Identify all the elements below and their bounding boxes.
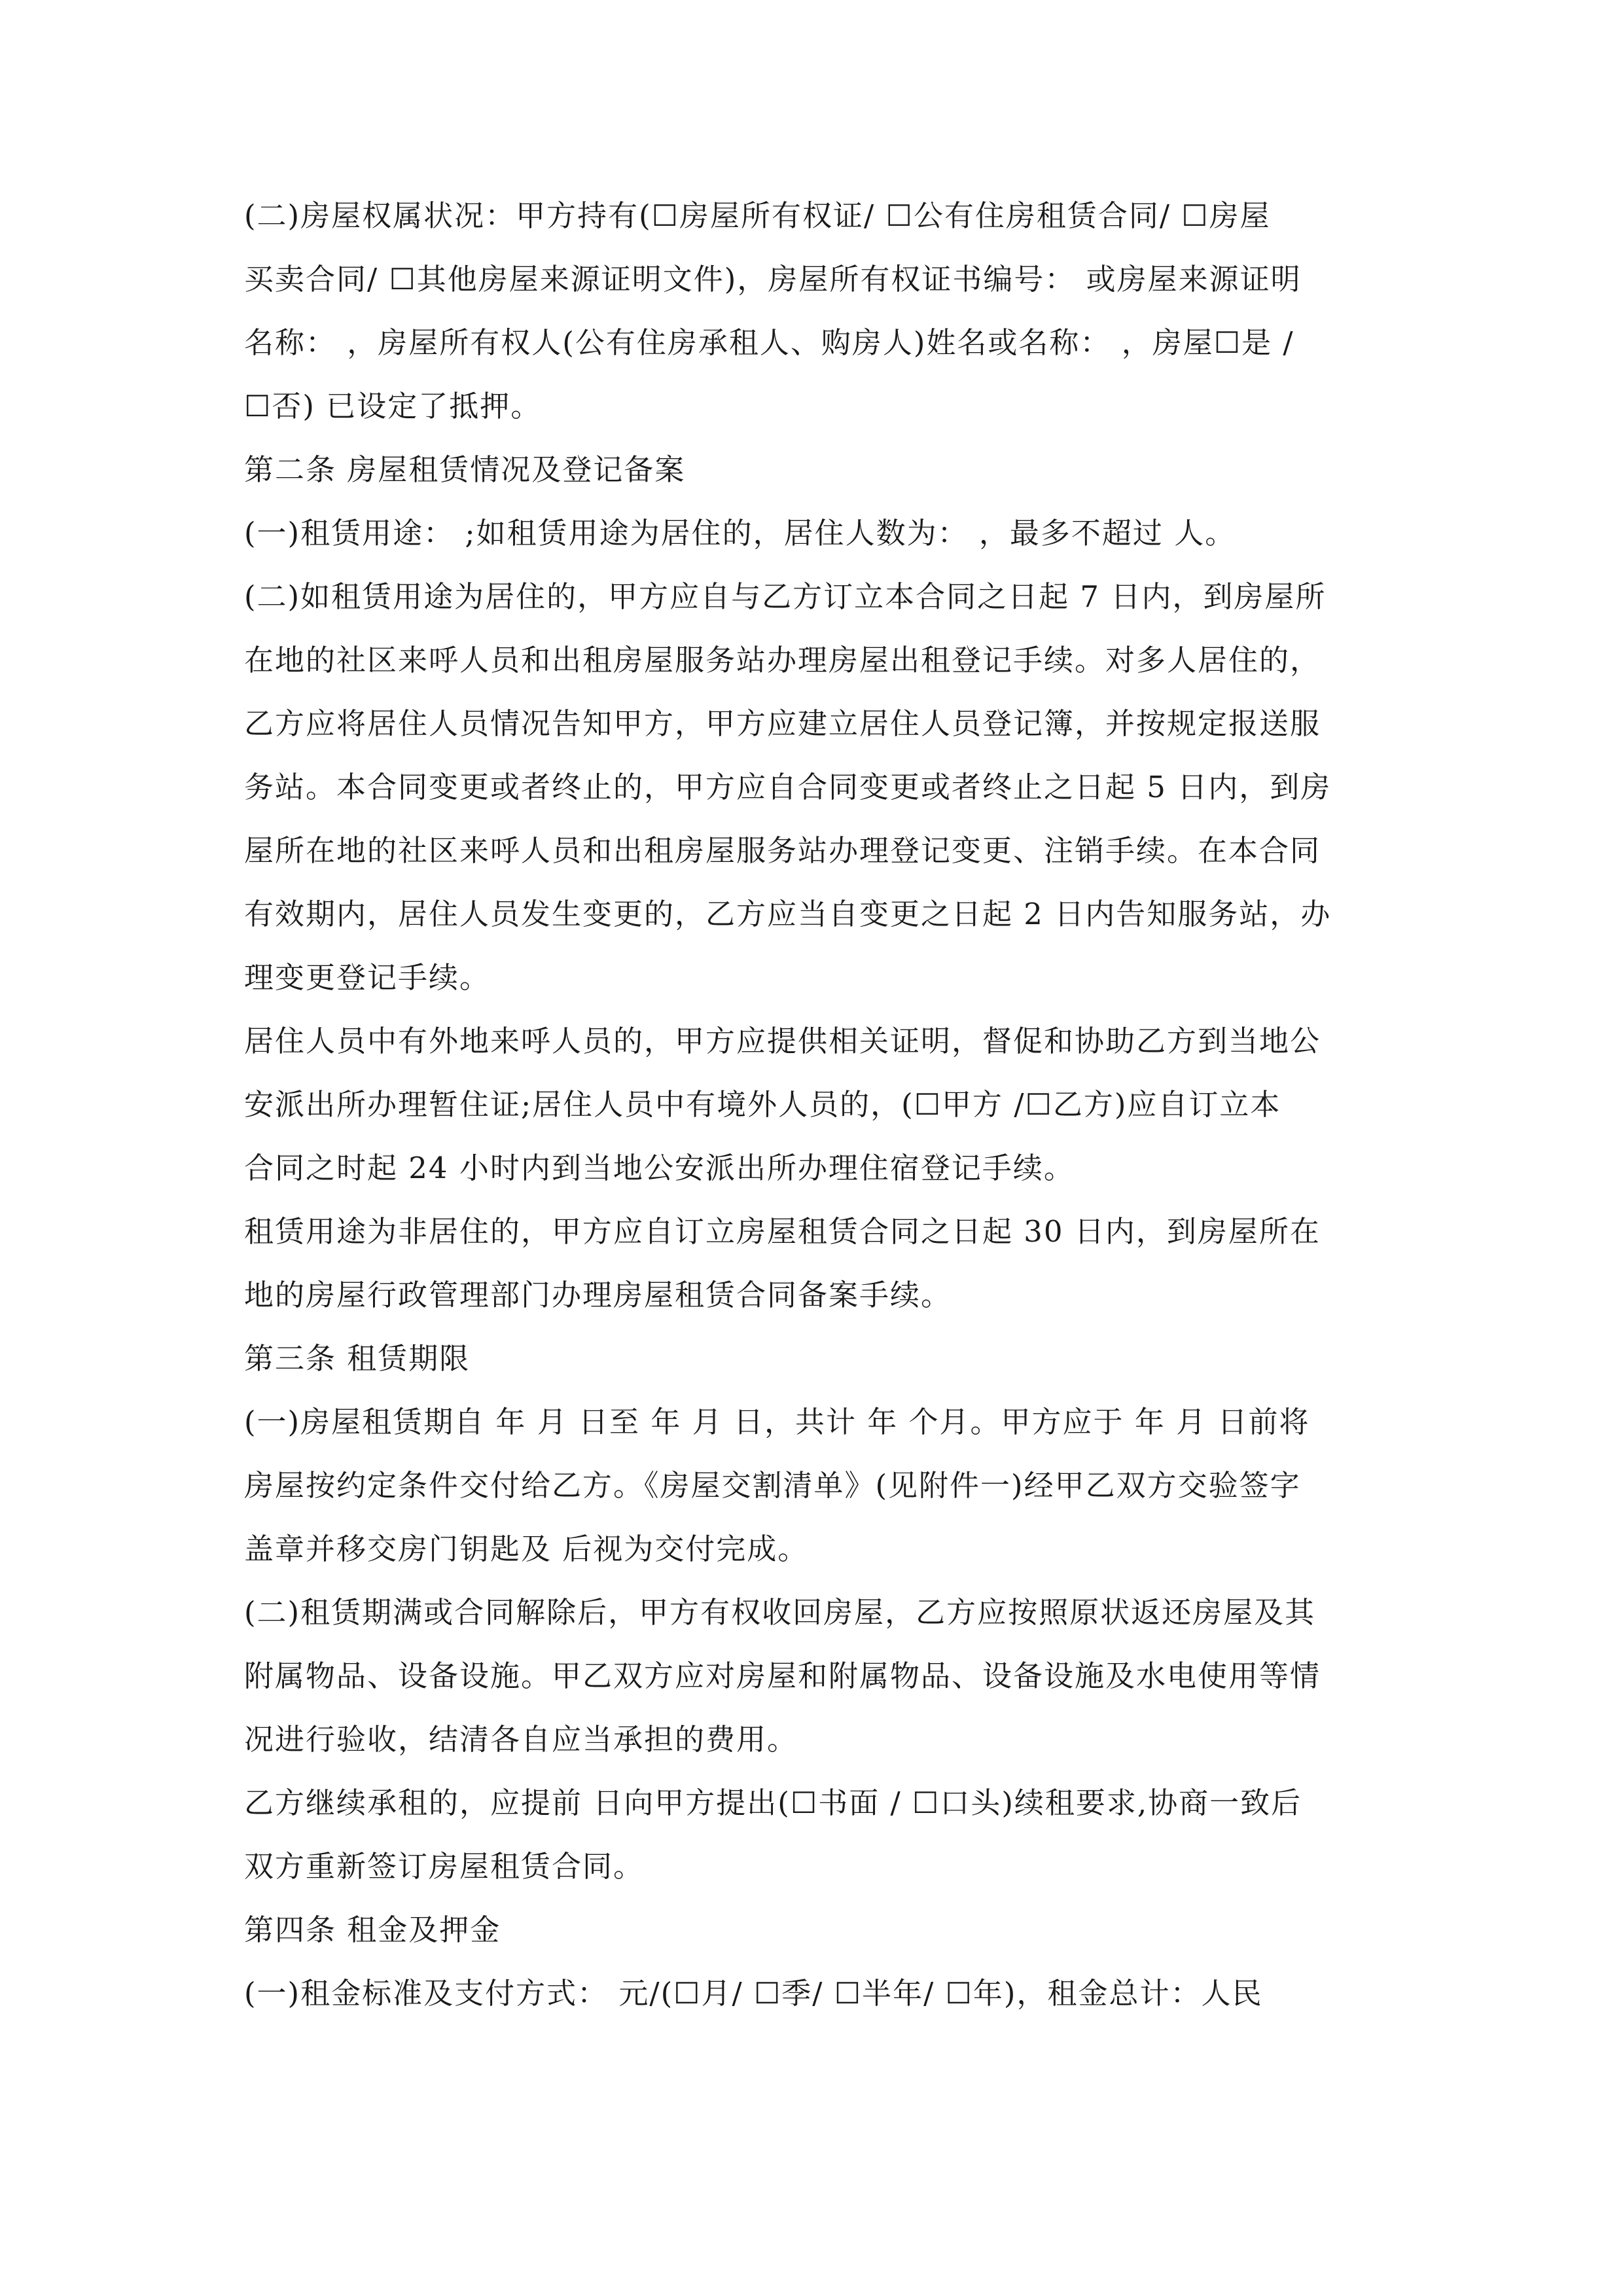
text-line: 屋所在地的社区来呼人员和出租房屋服务站办理登记变更、注销手续。在本合同 [244,833,1321,868]
text-line: (一)房屋租赁期自 年 月 日至 年 月 日，共计 年 个月。甲方应于 年 月 日前将 [244,1405,1310,1439]
text-line: 双方重新签订房屋租赁合同。 [244,1849,645,1884]
text-line: 在地的社区来呼人员和出租房屋服务站办理房屋出租登记手续。对多人居住的， [244,643,1321,677]
text-line: 租赁用途为非居住的，甲方应自订立房屋租赁合同之日起 30 日内，到房屋所在 [244,1214,1321,1249]
text-line: 买卖合同/ ☐其他房屋来源证明文件)，房屋所有权证书编号： 或房屋来源证明 [244,262,1302,296]
text-line: 房屋按约定条件交付给乙方。《房屋交割清单》(见附件一)经甲乙双方交验签字 [244,1468,1301,1503]
text-line: ☐否) 已设定了抵押。 [244,389,542,423]
text-line: 名称： ，房屋所有权人(公有住房承租人、购房人)姓名或名称： ，房屋☐是 / [244,325,1294,360]
text-line: 合同之时起 24 小时内到当地公安派出所办理住宿登记手续。 [244,1151,1075,1185]
section-heading: 第三条 租赁期限 [244,1341,471,1376]
text-line: 乙方应将居住人员情况告知甲方，甲方应建立居住人员登记簿，并按规定报送服 [244,706,1321,741]
text-line: (一)租金标准及支付方式： 元/(☐月/ ☐季/ ☐半年/ ☐年)，租金总计：人民 [244,1976,1263,2011]
text-line: (二)房屋权属状况：甲方持有(☐房屋所有权证/ ☐公有住房租赁合同/ ☐房屋 [244,198,1271,233]
text-line: 有效期内，居住人员发生变更的，乙方应当自变更之日起 2 日内告知服务站，办 [244,897,1332,931]
text-line: 务站。本合同变更或者终止的，甲方应自合同变更或者终止之日起 5 日内，到房 [244,770,1332,804]
text-line: 盖章并移交房门钥匙及 后视为交付完成。 [244,1532,809,1566]
text-line: 居住人员中有外地来呼人员的，甲方应提供相关证明，督促和协助乙方到当地公 [244,1024,1321,1058]
text-line: 地的房屋行政管理部门办理房屋租赁合同备案手续。 [244,1278,952,1312]
text-line: (二)租赁期满或合同解除后，甲方有权收回房屋，乙方应按照原状返还房屋及其 [244,1595,1316,1630]
text-line: (二)如租赁用途为居住的，甲方应自与乙方订立本合同之日起 7 日内，到房屋所 [244,579,1327,614]
text-line: 乙方继续承租的，应提前 日向甲方提出(☐书面 / ☐口头)续租要求,协商一致后 [244,1785,1302,1820]
text-line: 安派出所办理暂住证;居住人员中有境外人员的，(☐甲方 /☐乙方)应自订立本 [244,1087,1281,1122]
text-line: 况进行验收，结清各自应当承担的费用。 [244,1722,798,1757]
text-line: 附属物品、设备设施。甲乙双方应对房屋和附属物品、设备设施及水电使用等情 [244,1659,1321,1693]
text-line: (一)租赁用途： ;如租赁用途为居住的，居住人数为： ，最多不超过 人。 [244,516,1236,550]
section-heading: 第二条 房屋租赁情况及登记备案 [244,452,686,487]
text-line: 理变更登记手续。 [244,960,491,995]
section-heading: 第四条 租金及押金 [244,1912,501,1947]
